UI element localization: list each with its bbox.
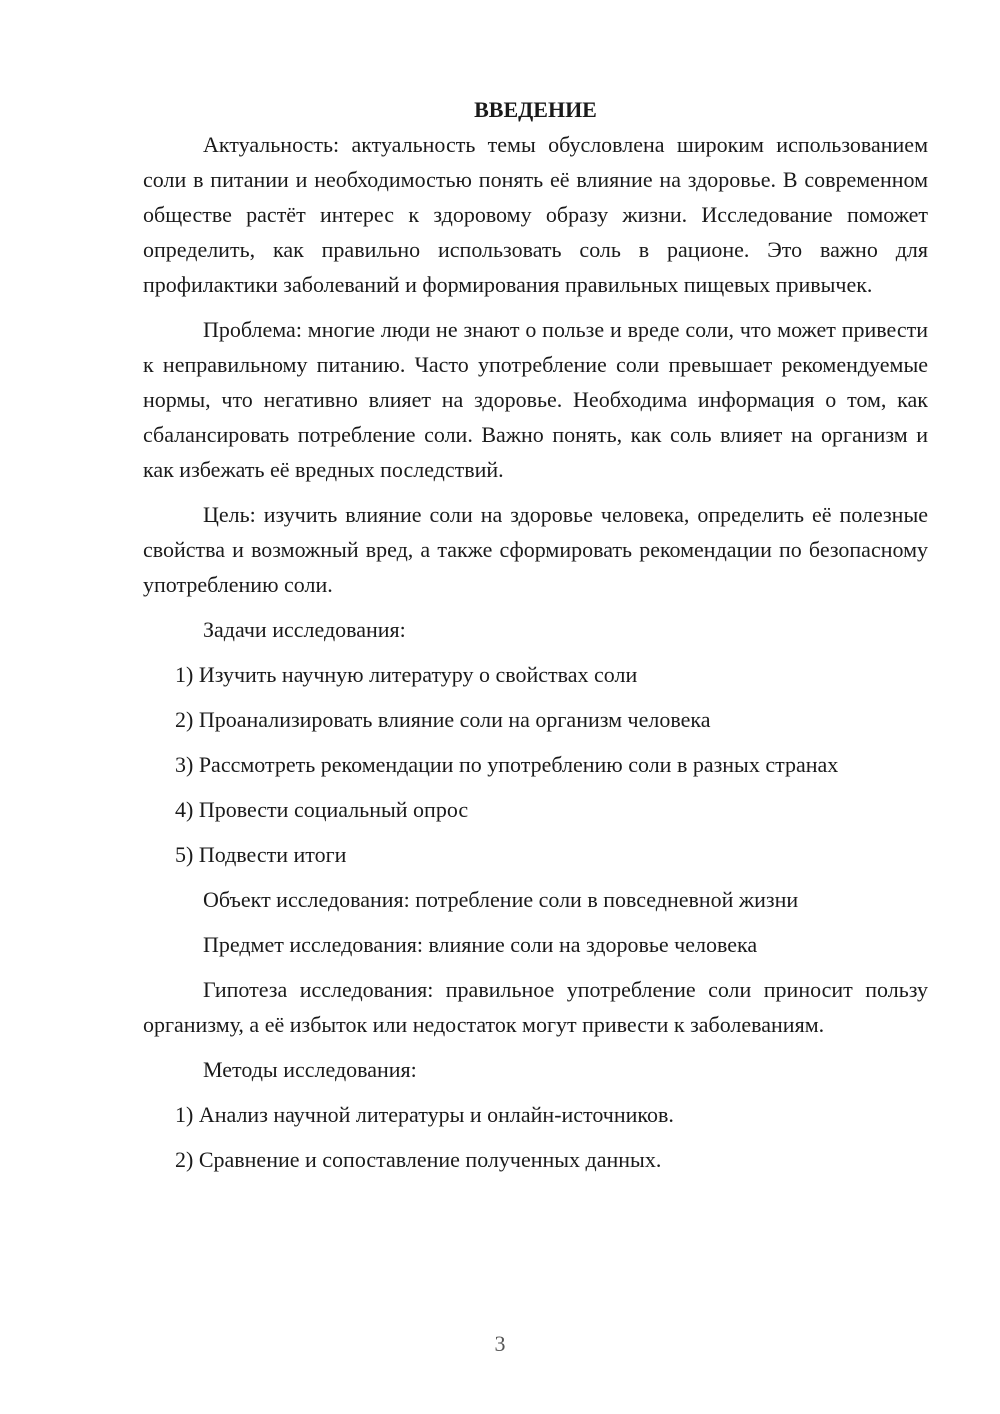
list-item: 5) Подвести итоги — [175, 842, 347, 867]
list-item: 3) Рассмотреть рекомендации по употреблению соли в разных странах — [175, 752, 839, 777]
list-item: 4) Провести социальный опрос — [175, 797, 469, 822]
tasks-heading: Задачи исследования: — [203, 617, 406, 642]
list-item: 2) Сравнение и сопоставление полученных данных. — [175, 1147, 662, 1172]
list-item: 1) Анализ научной литературы и онлайн-источников. — [175, 1102, 674, 1127]
list-item: 2) Проанализировать влияние соли на организм человека — [175, 707, 711, 732]
section-title: ВВЕДЕНИЕ — [474, 97, 597, 122]
object-line: Объект исследования: потребление соли в повседневной жизни — [203, 887, 799, 912]
tasks-list — [143, 657, 928, 872]
page-number: 3 — [494, 1331, 506, 1356]
relevance-paragraph: Актуальность: актуальность темы обусловлена широким использованием соли в питании и необходимостью понять её влияние на здоровье. В современном обществе растёт интерес к здоровому образу жизни. Исследование поможет определить, как правильно использовать соль в рационе. Это важно для профилактики заболеваний и формирования правильных пищевых привычек. — [143, 132, 928, 297]
goal-paragraph: Цель: изучить влияние соли на здоровье человека, определить её полезные свойства и возможный вред, а также сформировать рекомендации по безопасному употреблению соли. — [143, 502, 928, 597]
list-item: 1) Изучить научную литературу о свойствах соли — [175, 662, 638, 687]
methods-list — [143, 1097, 928, 1177]
document-page — [143, 92, 928, 1187]
problem-paragraph: Проблема: многие люди не знают о пользе и вреде соли, что может привести к неправильному питанию. Часто употребление соли превышает рекомендуемые нормы, что негативно влияет на здоровье. Необходима информация о том, как сбалансировать потребление соли. Важно понять, как соль влияет на организм и как избежать её вредных последствий. — [143, 317, 928, 482]
methods-heading: Методы исследования: — [203, 1057, 417, 1082]
hypothesis-paragraph: Гипотеза исследования: правильное употребление соли приносит пользу организму, а её избыток или недостаток могут привести к заболеваниям. — [143, 977, 928, 1037]
subject-line: Предмет исследования: влияние соли на здоровье человека — [203, 932, 758, 957]
